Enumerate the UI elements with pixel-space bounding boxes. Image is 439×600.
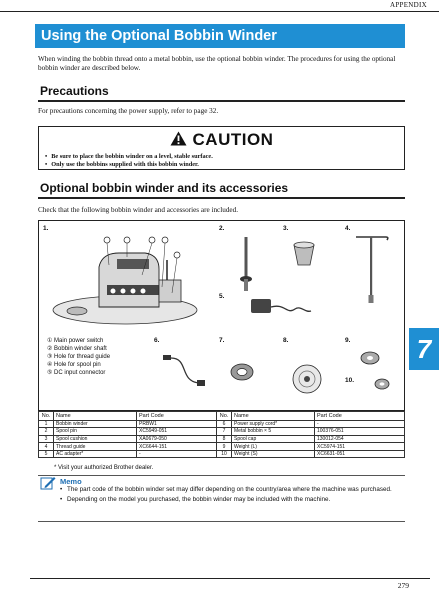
- figure-number: 8.: [283, 337, 289, 344]
- col-header: Name: [54, 412, 137, 421]
- table-cell: Weight (S): [232, 450, 315, 458]
- table-cell: XC6644-151: [137, 443, 217, 451]
- table-cell: 8: [217, 435, 232, 443]
- table-cell: XC6631-051: [315, 450, 405, 458]
- table-cell: Spool pin: [54, 428, 137, 436]
- bobbin-winder-illustration: [47, 235, 207, 330]
- table-cell: 1: [39, 420, 54, 428]
- table-cell: 6: [217, 420, 232, 428]
- figure-number: 1.: [43, 225, 49, 232]
- table-cell: XA0679-050: [137, 435, 217, 443]
- ac-adapter-illustration: [245, 295, 315, 323]
- part-label: ⑤ DC input connector: [47, 370, 106, 376]
- figure-number: 3.: [283, 225, 289, 232]
- memo-item: • Depending on the model you purchased, the bobbin winder may be included with the machine.: [60, 496, 400, 504]
- intro-paragraph: When winding the bobbin thread onto a metal bobbin, use the optional bobbin winder. The procedures for using the optional bobbin winder are described below.: [38, 55, 396, 72]
- table-cell: Thread guide: [54, 443, 137, 451]
- table-header-row: [39, 412, 405, 421]
- part-label: ① Main power switch: [47, 338, 104, 344]
- memo-box: [38, 475, 405, 522]
- memo-item: • The part code of the bobbin winder set may differ depending on the country/area where the machine was purchased.: [60, 486, 400, 494]
- figure-number: 9.: [345, 337, 351, 344]
- page-number: 279: [397, 581, 409, 590]
- power-cord-illustration: [159, 351, 209, 391]
- table-row: [39, 435, 405, 443]
- table-cell: 5: [39, 450, 54, 458]
- chapter-tab: 7: [409, 328, 439, 370]
- thread-guide-illustration: [351, 231, 391, 306]
- table-cell: Power supply cord*: [232, 420, 315, 428]
- table-row: [39, 443, 405, 451]
- caution-box: [38, 126, 405, 170]
- footer-rule: [30, 578, 430, 579]
- table-cell: Metal bobbin × 5: [232, 428, 315, 436]
- header-rule: [0, 11, 439, 12]
- figure-number: 4.: [345, 225, 351, 232]
- table-cell: Bobbin winder: [54, 420, 137, 428]
- caution-list: [45, 153, 213, 169]
- col-header: No.: [217, 412, 232, 421]
- spool-cushion-illustration: [291, 241, 317, 271]
- accessories-figure: [38, 220, 405, 411]
- spool-cap-illustration: [291, 363, 323, 395]
- col-header: Part Code: [315, 412, 405, 421]
- figure-number: 2.: [219, 225, 225, 232]
- caution-item: • Be sure to place the bobbin winder on a level, stable surface.: [45, 153, 213, 161]
- table-cell: 2: [39, 428, 54, 436]
- table-cell: 9: [217, 443, 232, 451]
- accessories-rule: [38, 197, 405, 199]
- accessories-heading: Optional bobbin winder and its accessories: [40, 181, 289, 195]
- table-cell: XC5974-151: [315, 443, 405, 451]
- part-labels: [47, 337, 110, 377]
- warning-icon: [170, 131, 187, 146]
- figure-number: 5.: [219, 293, 225, 300]
- memo-heading: Memo: [60, 477, 82, 486]
- table-row: [39, 420, 405, 428]
- table-cell: Spool cap: [232, 435, 315, 443]
- accessories-intro: Check that the following bobbin winder and accessories are included.: [38, 206, 238, 214]
- caution-item: • Only use the bobbins supplied with this bobbin winder.: [45, 161, 213, 169]
- table-cell: 10: [217, 450, 232, 458]
- table-cell: XC5949-051: [137, 428, 217, 436]
- weight-large-illustration: [359, 349, 381, 367]
- figure-number: 6.: [154, 337, 160, 344]
- page-title: Using the Optional Bobbin Winder: [35, 24, 405, 48]
- part-label: ④ Hole for spool pin: [47, 362, 101, 368]
- part-label: ② Bobbin winder shaft: [47, 346, 107, 352]
- table-cell: PRBW1: [137, 420, 217, 428]
- col-header: No.: [39, 412, 54, 421]
- memo-icon: [40, 476, 56, 490]
- precautions-rule: [38, 100, 405, 102]
- caution-title: CAUTION: [192, 130, 274, 149]
- table-cell: 4: [39, 443, 54, 451]
- col-header: Part Code: [137, 412, 217, 421]
- caution-heading: [39, 130, 404, 150]
- figure-number: 10.: [345, 377, 355, 384]
- metal-bobbin-illustration: [229, 361, 255, 383]
- precautions-heading: Precautions: [40, 84, 109, 98]
- part-label: ③ Hole for thread guide: [47, 354, 111, 360]
- table-cell: Weight (L): [232, 443, 315, 451]
- memo-list: [60, 486, 400, 506]
- precautions-text: For precautions concerning the power supply, refer to page 32.: [38, 107, 219, 115]
- table-cell: 3: [39, 435, 54, 443]
- running-header: APPENDIX: [389, 1, 427, 9]
- table-cell: 130012-054: [315, 435, 405, 443]
- table-cell: Spool cushion: [54, 435, 137, 443]
- parts-table: [38, 411, 405, 458]
- table-cell: -: [315, 420, 405, 428]
- table-cell: AC adapter*: [54, 450, 137, 458]
- table-cell: 100376-051: [315, 428, 405, 436]
- figure-number: 7.: [219, 337, 225, 344]
- table-cell: -: [137, 450, 217, 458]
- table-row: [39, 428, 405, 436]
- table-row: [39, 450, 405, 458]
- table-cell: 7: [217, 428, 232, 436]
- table-footnote: * Visit your authorized Brother dealer.: [54, 465, 154, 471]
- weight-small-illustration: [373, 377, 391, 391]
- col-header: Name: [232, 412, 315, 421]
- spool-pin-illustration: [235, 235, 257, 295]
